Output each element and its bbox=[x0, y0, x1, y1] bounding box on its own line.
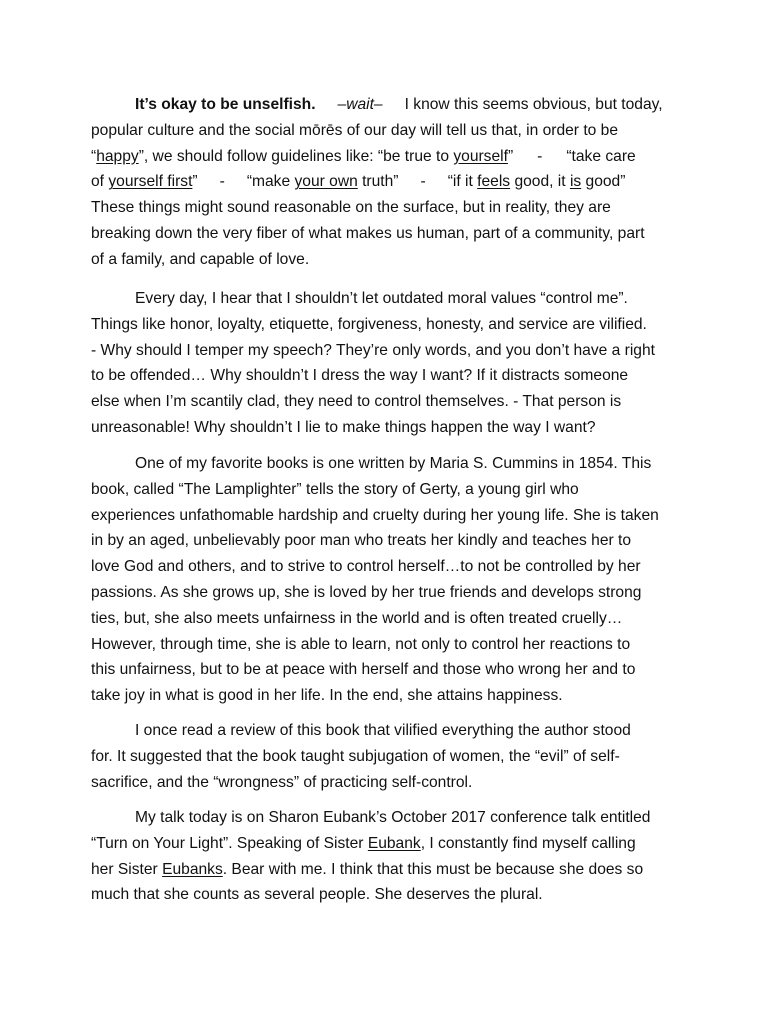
text-span: good” bbox=[581, 173, 626, 191]
paragraph-2-line-4: to be offended… Why shouldn’t I dress the way I want? If it distracts someone bbox=[91, 367, 629, 385]
underlined-your-own: your own bbox=[294, 173, 358, 191]
dash-separator: - bbox=[420, 173, 426, 191]
paragraph-3-line-2: book, called “The Lamplighter” tells the story of Gerty, a young girl who bbox=[91, 480, 579, 498]
text-span: “if it bbox=[447, 173, 478, 191]
text-span: “ bbox=[91, 147, 97, 165]
paragraph-5-line-3 bbox=[91, 857, 687, 883]
text-span: “take care bbox=[566, 147, 636, 165]
paragraph-4-line-2: for. It suggested that the book taught subjugation of women, the “evil” of self- bbox=[91, 747, 620, 765]
text-span: ” bbox=[507, 147, 514, 165]
paragraph-3-line-9: this unfairness, but to be at peace with herself and those who wrong her and to bbox=[91, 661, 636, 679]
paragraph-3-line-4: in by an aged, unbelievably poor man who treats her kindly and teaches her to bbox=[91, 532, 632, 550]
text-span: ”, we should follow guidelines like: “be true to bbox=[138, 147, 454, 165]
wait-aside: –wait– bbox=[337, 96, 383, 113]
paragraph-3-line-3: experiences unfathomable hardship and cruelty during her young life. She is taken bbox=[91, 506, 659, 524]
paragraph-1 bbox=[91, 92, 687, 273]
underlined-is: is bbox=[569, 173, 582, 191]
paragraph-1-line-4 bbox=[91, 169, 687, 195]
paragraph-1-line-5: These things might sound reasonable on the surface, but in reality, they are bbox=[91, 199, 611, 217]
underlined-happy: happy bbox=[96, 147, 139, 165]
paragraph-3-line-8: However, through time, she is able to learn, not only to control her reactions to bbox=[91, 635, 631, 653]
paragraph-2-line-1: Every day, I hear that I shouldn’t let outdated moral values “control me”. bbox=[135, 290, 628, 307]
heading-phrase: It’s okay to be unselfish. bbox=[135, 96, 316, 113]
underlined-eubank: Eubank bbox=[367, 834, 421, 852]
text-span: , I constantly find myself calling bbox=[420, 834, 636, 852]
paragraph-5-line-4: much that she counts as several people. She deserves the plural. bbox=[91, 886, 543, 904]
paragraph-1-line-1 bbox=[91, 92, 687, 118]
paragraph-4 bbox=[91, 718, 687, 795]
text-span: ” bbox=[192, 173, 198, 191]
paragraph-1-line-2: popular culture and the social mōrēs of our day will tell us that, in order to be bbox=[91, 121, 619, 139]
paragraph-3-line-1: One of my favorite books is one written by Maria S. Cummins in 1854. This bbox=[135, 455, 652, 472]
underlined-eubanks: Eubanks bbox=[162, 860, 223, 878]
paragraph-2-line-3: - Why should I temper my speech? They’re only words, and you don’t have a right bbox=[91, 341, 655, 359]
text-span: truth” bbox=[357, 173, 399, 191]
text-span: good, it bbox=[510, 173, 570, 191]
paragraph-2-line-6: unreasonable! Why shouldn’t I lie to make things happen the way I want? bbox=[91, 418, 596, 436]
text-span: I know this seems obvious, but today, bbox=[404, 96, 663, 113]
paragraph-3 bbox=[91, 451, 687, 709]
dash-separator: - bbox=[219, 173, 225, 191]
paragraph-3-line-6: passions. As she grows up, she is loved by her true friends and develops strong bbox=[91, 583, 642, 601]
paragraph-2-line-5: else when I’m scantily clad, they need to control themselves. - That person is bbox=[91, 393, 622, 411]
text-span: of bbox=[91, 173, 109, 191]
paragraph-2-line-2: Things like honor, loyalty, etiquette, forgiveness, honesty, and service are vilified. bbox=[91, 315, 647, 333]
paragraph-1-line-7: of a family, and capable of love. bbox=[91, 250, 310, 268]
dash-separator: - bbox=[537, 147, 543, 165]
underlined-yourself: yourself bbox=[453, 147, 508, 165]
paragraph-1-line-3 bbox=[91, 144, 687, 170]
paragraph-3-line-7: ties, but, she also meets unfairness in the world and is often treated cruelly… bbox=[91, 609, 623, 627]
text-span: her Sister bbox=[91, 860, 163, 878]
paragraph-2 bbox=[91, 286, 687, 441]
text-span: “Turn on Your Light”. Speaking of Sister bbox=[91, 834, 368, 852]
text-span: . Bear with me. I think that this must be because she does so bbox=[222, 860, 644, 878]
paragraph-1-line-6: breaking down the very fiber of what makes us human, part of a community, part bbox=[91, 224, 645, 242]
paragraph-3-line-10: take joy in what is good in her life. In the end, she attains happiness. bbox=[91, 687, 563, 705]
paragraph-3-line-5: love God and others, and to strive to control herself…to not be controlled by her bbox=[91, 558, 641, 576]
paragraph-4-line-3: sacrifice, and the “wrongness” of practicing self-control. bbox=[91, 773, 473, 791]
paragraph-5-line-2 bbox=[91, 831, 687, 857]
paragraph-4-line-1: I once read a review of this book that vilified everything the author stood bbox=[135, 722, 631, 739]
paragraph-5-line-1: My talk today is on Sharon Eubank’s October 2017 conference talk entitled bbox=[135, 809, 651, 826]
text-span: “make bbox=[246, 173, 295, 191]
paragraph-5 bbox=[91, 805, 687, 908]
underlined-feels: feels bbox=[477, 173, 511, 191]
underlined-yourself-first: yourself first bbox=[108, 173, 193, 191]
